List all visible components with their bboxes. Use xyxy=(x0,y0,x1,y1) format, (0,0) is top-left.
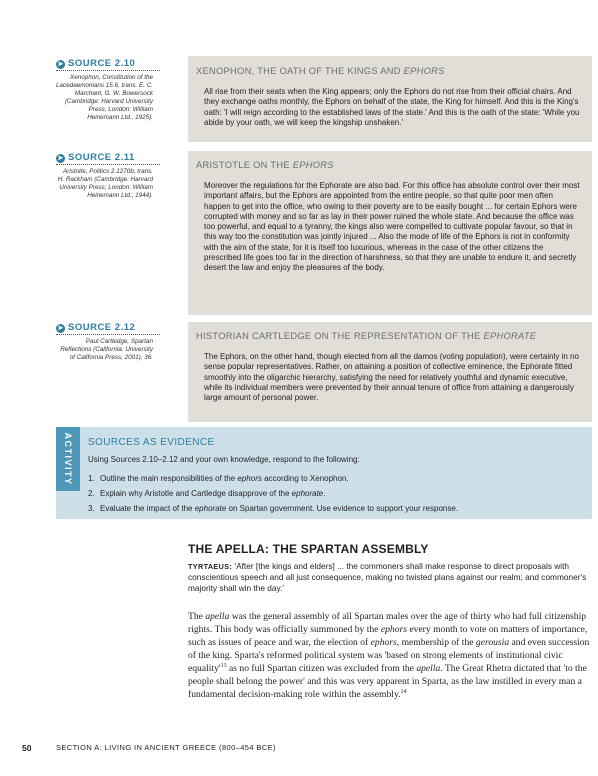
activity-question-list xyxy=(88,471,458,516)
source-2-11-heading: ARISTOTLE ON THE EPHORS xyxy=(196,160,334,170)
tyrtaeus-quote xyxy=(188,561,588,595)
source-2-11-text: Moreover the regulations for the Ephorate are also bad. For this office has absolute control over their most important affairs, but the Ephors are appointed from the entire people, so that quite poor men often happen to get into the office, who owing to their poverty are to be easily bought ... for certain Ephors were corrupted with money and so far as lay in their power ruined the whole state. And because the office was too powerful, and equal to a tyranny, the kings also were compelled to cultivate popular favour, so that in this way too the constitution was jointly injured ... Also the mode of life of the Ephors is not in conformity with the aim of the state, for it is itself too luxurious, whereas in the case of the other citizens the prescribed life goes too far in the direction of harshness, so that they are unable to endure it, and secretly desert the law and enjoy the pleasures of the body. xyxy=(204,181,580,273)
activity-question: 1. Outline the main responsibilities of the ephors according to Xenophon. xyxy=(88,474,349,483)
source-2-12-text: The Ephors, on the other hand, though elected from all the damos (voting population), were certainly in no sense popular representatives. Rather, on attaining a position of collective eminence, the Ephorate fitted smoothly into the oligarchic hierarchy, satisfying the need for relatively youthful and dynamic executive, while its individual members were prevented by their annual tenure of office from attaining a dangerously large amount of personal power. xyxy=(204,352,579,403)
source-2-11-label xyxy=(56,152,160,163)
activity-tab-label: ACTIVITY xyxy=(63,432,73,486)
arrow-right-icon: ➤ xyxy=(57,61,64,68)
source-label-text: SOURCE 2.11 xyxy=(68,152,135,163)
source-2-12-heading: HISTORIAN CARTLEDGE ON THE REPRESENTATION OF THE EPHORATE xyxy=(196,331,537,341)
source-divider xyxy=(56,334,160,335)
activity-question: 2. Explain why Aristotle and Cartledge disapprove of the ephorate. xyxy=(88,489,326,498)
page-number: 50 xyxy=(22,743,32,753)
body-paragraph: The apella was the general assembly of all Spartan males over the age of thirty who had full citizenship rights. This body was officially summoned by the ephors every month to vote on matters of importance, such as issues of peace and war, the election of ephors, membership of the gerousia and even succession of the king. Sparta's reformed political system was 'based on strong elements of institutional civic $equality'^{13}$ as no full Spartan citizen was excluded from the apella. The Great Rhetra dictated that 'to the people shall belong the power' and this was very apparent in Sparta, as the law instilled in every man a fundamental decision-making role within the assembly.$^{14}$ xyxy=(188,611,590,700)
quote-text: 'After [the kings and elders] ... the commoners shall make response to direct proposals with conscientious speech and all just consequence, making no twisted plans against our realm; and commoner's majority shall win the day.' xyxy=(188,561,587,594)
source-2-10-citation: Xenophon, Constitution of the Lacedaemonians 15.6, trans. E. C. Marchant, G. W. Bowersock (Cambridge: Harvard University Press; London: William Heinemann Ltd., 1925). xyxy=(56,74,153,121)
section-footer: SECTION A: LIVING IN ANCIENT GREECE (800–454 BCE) xyxy=(56,743,276,752)
activity-tab xyxy=(56,427,80,491)
arrow-right-icon: ➤ xyxy=(57,155,64,162)
activity-intro: Using Sources 2.10–2.12 and your own knowledge, respond to the following: xyxy=(88,455,360,464)
activity-question: 3. Evaluate the impact of the ephorate on Spartan government. Use evidence to support your response. xyxy=(88,504,459,513)
source-2-12-citation: Paul Cartledge, Spartan Reflections (California: University of California Press, 2001), 36. xyxy=(60,338,153,361)
arrow-right-icon: ➤ xyxy=(57,325,64,332)
source-2-12-label xyxy=(56,322,160,333)
source-label-text: SOURCE 2.10 xyxy=(68,58,136,69)
source-divider xyxy=(56,70,160,71)
section-heading: THE APELLA: THE SPARTAN ASSEMBLY xyxy=(188,542,429,556)
footnote-ref: 14 xyxy=(400,688,407,695)
source-2-10-label xyxy=(56,58,160,69)
source-2-10-heading: XENOPHON, THE OATH OF THE KINGS AND EPHORS xyxy=(196,66,445,76)
source-2-10-text: All rise from their seats when the King appears; only the Ephors do not rise from their official chairs. And they exchange oaths monthly, the Ephors on behalf of the state, the King for himself. And this is the King's oath: 'I will reign according to the established laws of the state.' And this is the oath of the state: 'While you abide by your oath, we will keep the kingship unshaken.' xyxy=(204,87,580,127)
source-2-11-citation: Aristotle, Politics 2.1270b, trans. H. Rackham (Cambridge: Harvard University Press; London: William Heinemann Ltd., 1944). xyxy=(57,168,153,199)
source-divider xyxy=(56,164,160,165)
footnote-ref: 13 xyxy=(220,662,227,669)
source-label-text: SOURCE 2.12 xyxy=(68,322,136,333)
quote-author: TYRTAEUS: xyxy=(188,562,233,571)
activity-title: SOURCES AS EVIDENCE xyxy=(88,437,215,448)
